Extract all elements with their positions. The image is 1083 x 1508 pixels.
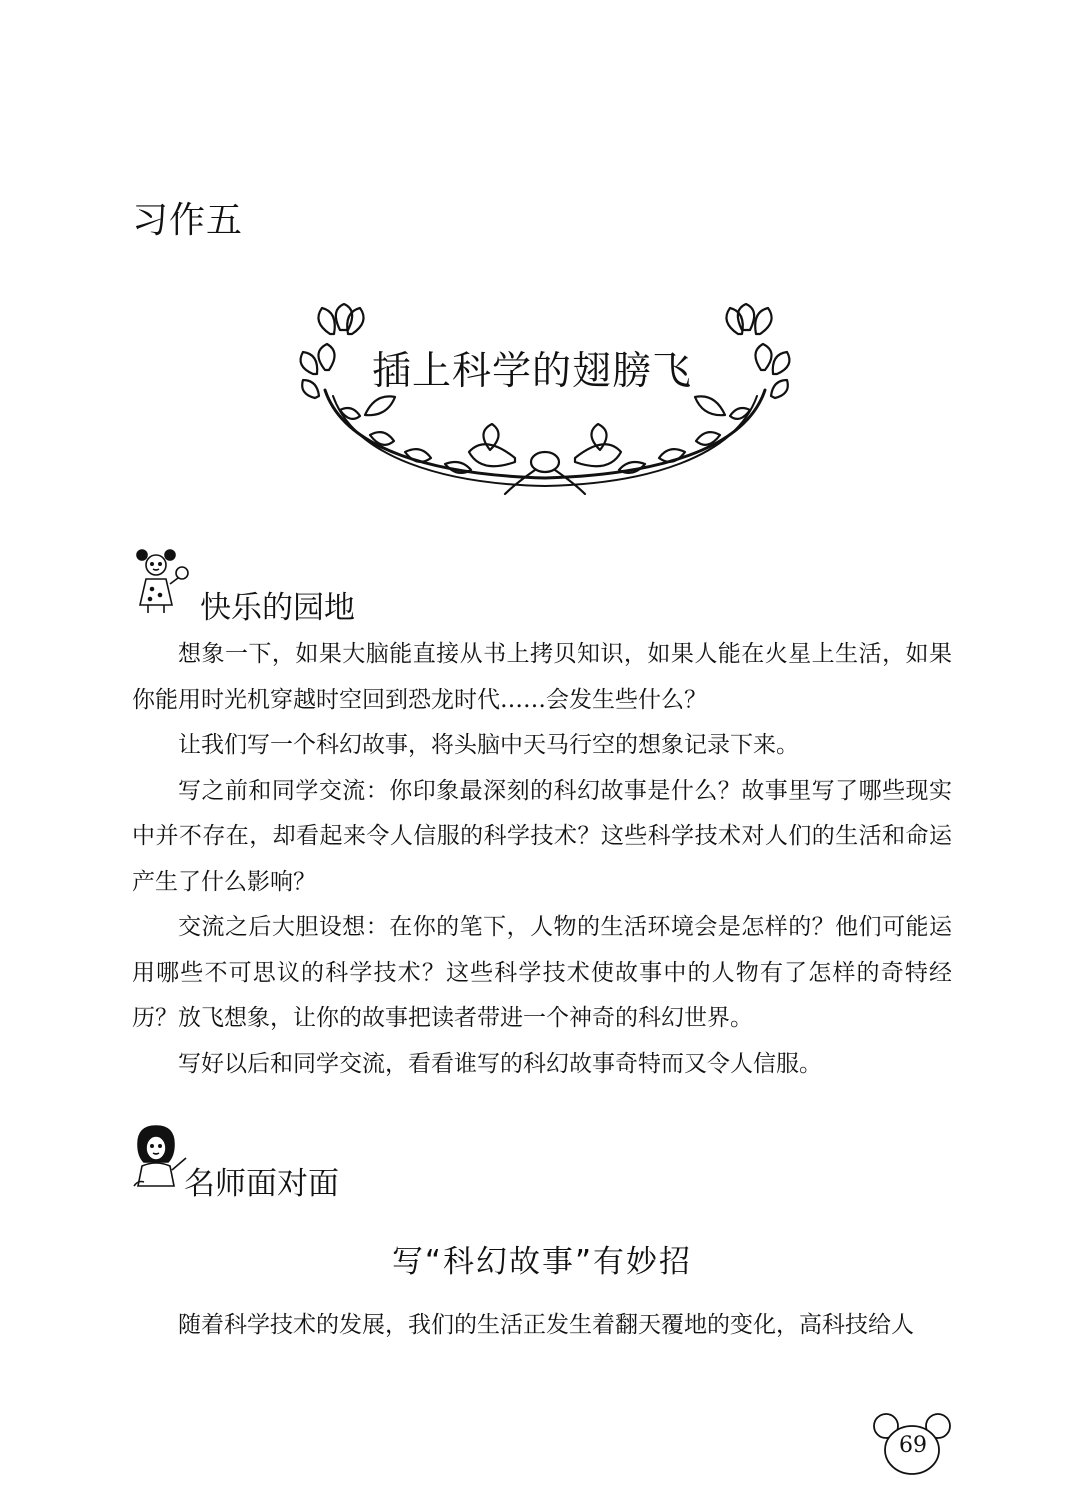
section-heading-teacher: 名师面对面 (184, 1166, 339, 1202)
section2-body (132, 1303, 952, 1349)
page-number: 69 (899, 1433, 927, 1458)
section-heading-happy-garden: 快乐的园地 (200, 590, 355, 626)
section-number: 习作五 (132, 200, 244, 241)
paragraph: 写之前和同学交流：你印象最深刻的科幻故事是什么？故事里写了哪些现实中并不存在，却看起来令人信服的科学技术？这些科学技术对人们的生活和命运产生了什么影响？ (132, 777, 952, 895)
paragraph: 写好以后和同学交流，看看谁写的科幻故事奇特而又令人信服。 (178, 1050, 822, 1077)
paragraph: 交流之后大胆设想：在你的笔下，人物的生活环境会是怎样的？他们可能运用哪些不可思议的科学技术？这些科学技术使故事中的人物有了怎样的奇特经历？放飞想象，让你的故事把读者带进一个神奇的科幻世界。 (132, 914, 952, 1031)
paragraph: 随着科学技术的发展，我们的生活正发生着翻天覆地的变化，高科技给人 (178, 1312, 914, 1338)
section2-subtitle: 写“科幻故事”有妙招 (391, 1244, 693, 1280)
lesson-title: 插上科学的翅膀飞 (372, 349, 693, 394)
teacher-icon (128, 1122, 192, 1192)
floral-wreath-icon (285, 300, 805, 500)
girl-with-magnifier-icon (128, 545, 192, 615)
paragraph: 想象一下，如果大脑能直接从书上拷贝知识，如果人能在火星上生活，如果你能用时光机穿越时空回到恐龙时代……会发生些什么？ (132, 641, 952, 713)
paragraph: 让我们写一个科幻故事，将头脑中天马行空的想象记录下来。 (178, 732, 799, 758)
section1-body (132, 632, 952, 1087)
